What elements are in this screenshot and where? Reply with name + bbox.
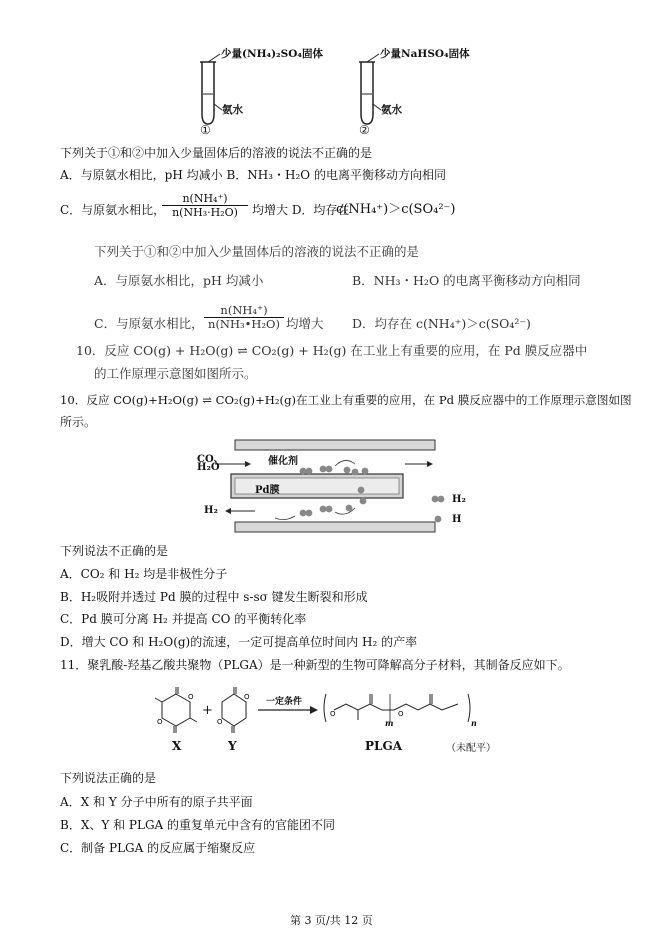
plga-subscript-m: m [385, 718, 394, 728]
scan-option-a: A．与原氨水相比，pH 均减小 [94, 273, 264, 288]
tube2-number: ② [359, 123, 370, 137]
q10-line2: 所示。 [60, 415, 97, 429]
structure-x [152, 686, 200, 738]
scan-fraction-numerator: n(NH₄⁺) [204, 304, 284, 318]
reaction-plus: + [202, 703, 213, 718]
scan-stem: 下列关于①和②中加入少量固体后的溶液的说法不正确的是 [94, 244, 420, 259]
q10-stem: 下列说法不正确的是 [60, 544, 169, 558]
legend-h-label: H [452, 514, 462, 525]
svg-text:O: O [157, 718, 163, 726]
tube1-number: ① [200, 123, 211, 137]
tube2-reagent-label: 少量NaHSO₄固体 [380, 48, 470, 60]
q9-stem: 下列关于①和②中加入少量固体后的溶液的说法不正确的是 [60, 146, 373, 160]
svg-text:O: O [398, 710, 404, 718]
label-y: Y [228, 739, 237, 753]
label-plga: PLGA [365, 739, 403, 753]
q9-fraction-denominator: n(NH₃·H₂O) [172, 206, 238, 219]
scan-fraction-denominator: n(NH₃•H₂O) [208, 317, 280, 331]
q9-fraction-numerator: n(NH₄⁺) [162, 192, 248, 206]
q10-option-b: B．H₂吸附并透过 Pd 膜的过程中 s-sσ 键发生断裂和形成 [60, 590, 368, 604]
tube1-liquid-label: 氨水 [222, 104, 243, 116]
q9-fraction [162, 192, 248, 219]
q11-intro: 11．聚乳酸-羟基乙酸共聚物（PLGA）是一种新型的生物可降解高分子材料，其制备反应如下。 [60, 658, 570, 672]
reactor-inlet-label-1: CO、 [197, 454, 224, 465]
tube2-liquid-label: 氨水 [381, 104, 402, 116]
scan-option-d: D．均存在 c(NH₄⁺)＞c(SO₄²⁻) [352, 316, 531, 331]
page-number: 第 3 页/共 12 页 [290, 914, 373, 927]
q10-option-a: A．CO₂ 和 H₂ 均是非极性分子 [60, 567, 228, 581]
legend-h2-label: H₂ [452, 494, 466, 505]
reactor-outlet-label: H₂ [204, 505, 218, 516]
scan-fraction [204, 304, 284, 331]
q9-option-c-prefix: C．与原氨水相比， [60, 203, 166, 217]
scan-q10-line1: 10．反应 CO(g) + H₂O(g) ⇌ CO₂(g) + H₂(g) 在工业上有重要的应用，在 Pd 膜反应器中 [76, 343, 588, 358]
svg-text:O: O [330, 710, 336, 718]
catalyst-label: 催化剂 [268, 456, 298, 467]
q10-line1: 10．反应 CO(g)+H₂O(g) ⇌ CO₂(g)+H₂(g)在工业上有重要的应用，在 Pd 膜反应器中的工作原理示意图如图 [60, 393, 632, 407]
svg-text:O: O [217, 718, 223, 726]
q9-option-c-mid: 均增大 D．均存在 [252, 203, 350, 217]
q9-option-d-expression: c(NH₄⁺)＞c(SO₄²⁻) [336, 202, 456, 217]
scan-option-c-prefix: C．与原氨水相比， [94, 316, 204, 331]
q11-option-a: A．X 和 Y 分子中所有的原子共平面 [60, 795, 253, 809]
svg-text:O: O [244, 693, 250, 701]
svg-text:O: O [188, 693, 194, 701]
pd-membrane-label: Pd膜 [255, 485, 280, 496]
label-x: X [172, 739, 182, 753]
reaction-condition: 一定条件 [266, 697, 303, 707]
q11-option-c: C．制备 PLGA 的反应属于缩聚反应 [60, 841, 256, 855]
reactor-inlet-label-2: H₂O [197, 462, 220, 473]
structure-y [214, 686, 254, 738]
tube1-reagent-label: 少量(NH₄)₂SO₄固体 [221, 48, 323, 60]
structure-plga [322, 688, 472, 730]
q10-option-d: D．增大 CO 和 H₂O(g)的流速，一定可提高单位时间内 H₂ 的产率 [60, 635, 418, 649]
scan-option-b: B．NH₃・H₂O 的电离平衡移动方向相同 [352, 273, 581, 288]
q11-option-b: B．X、Y 和 PLGA 的重复单元中含有的官能团不同 [60, 818, 336, 832]
legend-markers [430, 494, 450, 524]
q11-stem: 下列说法正确的是 [60, 771, 157, 785]
scan-option-c-suffix: 均增大 [286, 316, 324, 331]
unbalanced-note: （未配平） [446, 743, 496, 754]
q9-option-ab: A．与原氨水相比，pH 均减小 B．NH₃・H₂O 的电离平衡移动方向相同 [60, 168, 446, 182]
plga-subscript-n: n [471, 718, 477, 728]
q10-option-c: C．Pd 膜可分离 H₂ 并提高 CO 的平衡转化率 [60, 612, 307, 626]
scan-q10-line2: 的工作原理示意图如图所示。 [94, 366, 257, 381]
